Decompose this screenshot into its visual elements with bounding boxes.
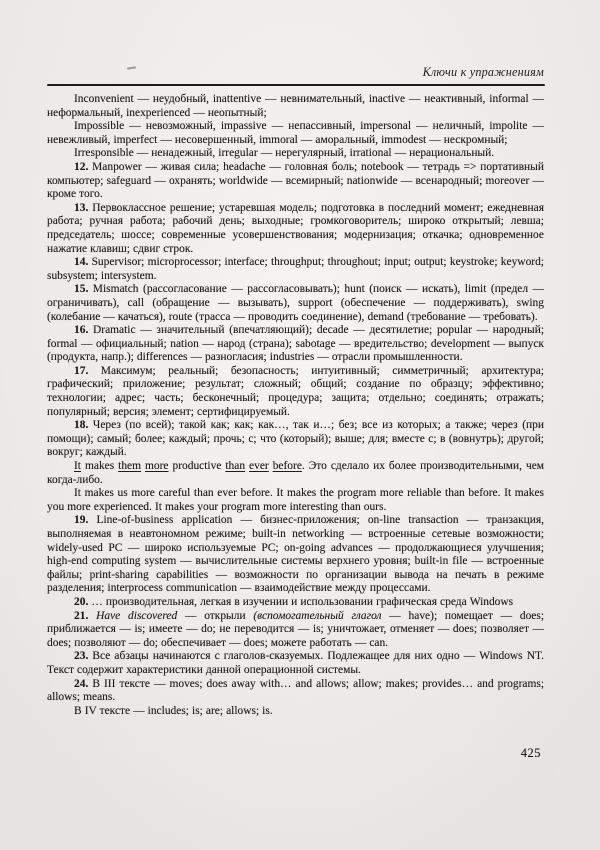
text-run: — have); помещает — does; приближается — is; имеете — do; не переводится — is; уничтожает, отменяет — does; позволяет — does; позволяют — do; обеспечивает — does; можете работать — can. [47,609,544,649]
text-run: (вспомогательный глагол [253,609,382,622]
page-number: 425 [520,746,541,760]
paragraph [47,460,544,487]
paragraph [47,610,544,651]
text-run: Максимум; реальный; безопасность; интуитивный; симметричный; архитектура; графический; приложение; результат; сложный; общий; создание по образцу; эффективно; технологии; адрес; часть; бесконечный; процедура; защита; отдельно; соединять; отражать; популярный; версия; элемент; сертифицируемый. [47,364,544,418]
text-run [88,610,96,622]
text-run: them [118,460,142,473]
text-run: Через (по всей); такой как; как; как…, так и…; без; все из которых; а также; через (при помощи); самый; более; каждый; прочь; с; что (который); выше; для; вместе с; в (вовнутрь); другой; вокруг; каждый. [47,419,544,459]
text-run: Have discovered [96,609,178,622]
text-run: 12. [74,160,89,173]
text-run: It makes us more careful than ever before. It makes the program more reliable than before. It makes you more experienced. It makes your program more interesting than ours. [47,487,544,513]
paragraph [47,161,544,202]
paragraph [47,419,544,460]
text-run: В IV тексте — includes; is; are; allows; is. [74,704,273,717]
page-body [47,93,544,718]
text-run: 13. [74,201,89,214]
running-header-title: Ключи к упражнениям [422,65,544,79]
paragraph [47,365,544,419]
text-run: Manpower — живая сила; headache — головная боль; notebook — тетрадь => портативный компьютер; safeguard — охранять; worldwide — всемирный; nationwide — всенародный; moreover — кроме того. [47,160,544,201]
paragraph [47,705,544,719]
text-run: 20. [74,595,89,608]
text-run: It [74,460,81,473]
text-run: В III тексте — moves; does away with… and allows; allow; makes; provides… and programs; allows; means. [47,677,544,704]
paragraph [47,256,544,283]
text-run: productive [168,460,226,473]
header-rule [47,84,545,86]
text-run: Line-of-business application — бизнес-приложения; on-line transaction — транзакция, выполняемая в неавтономном режиме; built-in networking — встроенные сетевые возможности; widely-used PC — широко используемые PC; on-going advances — продолжающиеся улучшения; high-end computing system — вычислительные системы верхнего уровня; built-in file — встроенные файлы; print-sharing capabilities — возможности по организации вывода на печать в режиме разделения; interprocess communication — взаимодействие между процессами. [47,514,544,595]
text-run: before [272,460,302,473]
text-run: Первоклассное решение; устаревшая модель; подготовка в последний момент; ежедневная работа; ручная работа; рабочий день; выходные; громкоговоритель; широко открытый; левша; председатель; шоссе; современные усовершенствования; модернизация; откачка; одновременное нажатие клавиш; сдвиг строк. [47,201,544,255]
text-run: . Это сделало их более производительными, чем когда-либо. [47,460,545,486]
text-run: 19. [74,514,89,527]
text-run: ever [249,460,269,473]
paragraph [47,678,544,705]
text-run: more [145,460,169,473]
text-run: Mismatch (рассогласование — рассогласовывать); hunt (поиск — искать), limit (предел — ограничивать), call (обращение — вызывать), support (обеспечение — поддерживать), swing (колебание — качаться), route (трасса — проводить соединение), demand (требование — требовать). [47,283,544,323]
paragraph [47,324,544,365]
text-run: Inconvenient — неудобный, inattentive — невнимательный, inactive — неактивный, informal — неформальный, inexperienced — неопытный; [47,93,544,119]
text-run: Irresponsible — ненадежный, irregular — нерегулярный, irrational — нерациональный. [74,147,495,160]
paragraph [47,487,544,514]
paragraph [47,283,544,324]
text-run: Impossible — невозможный, impassive — непассивный, impersonal — неличный, impolite — невежливый, imperfect — несовершенный, immoral — аморальный, immodest — нескромный; [47,120,544,146]
text-run: 21. [74,609,89,622]
text-run: Supervisor; microprocessor; interface; throughput; throughout; input; output; keystroke; keyword; subsystem; intersystem. [47,256,544,282]
paragraph [47,514,544,596]
text-run: 24. [74,677,89,690]
paragraph [47,120,544,147]
text-run: — открыли [177,609,254,622]
paragraph [47,596,544,610]
text-run: 16. [74,324,89,337]
text-run: 23. [74,650,89,663]
paragraph [47,202,544,256]
paragraph [47,650,544,677]
paragraph [47,147,544,161]
paragraph [47,93,544,120]
text-run: Dramatic — значительный (впечатляющий); decade — десятилетие; popular — народный; formal — официальный; nation — народ (страна); sabotage — вредительство; development — выпуск (продукта, напр.); differences — разногласия; industries — отрасли промышленности. [47,324,544,364]
text-run: … производительная, легкая в изучении и использовании графическая среда Windows [88,595,514,608]
text-run: Все абзацы начинаются с глаголов-сказуемых. Подлежащее для них одно — Windows NT. Текст содержит характеристики данной операционной системы. [47,650,544,676]
text-run: 15. [74,283,89,296]
text-run: 17. [74,364,89,377]
text-run: 14. [74,256,89,269]
text-run: 18. [74,419,89,432]
text-run: makes [81,460,119,473]
text-run: than [225,460,246,473]
running-header [47,65,544,80]
